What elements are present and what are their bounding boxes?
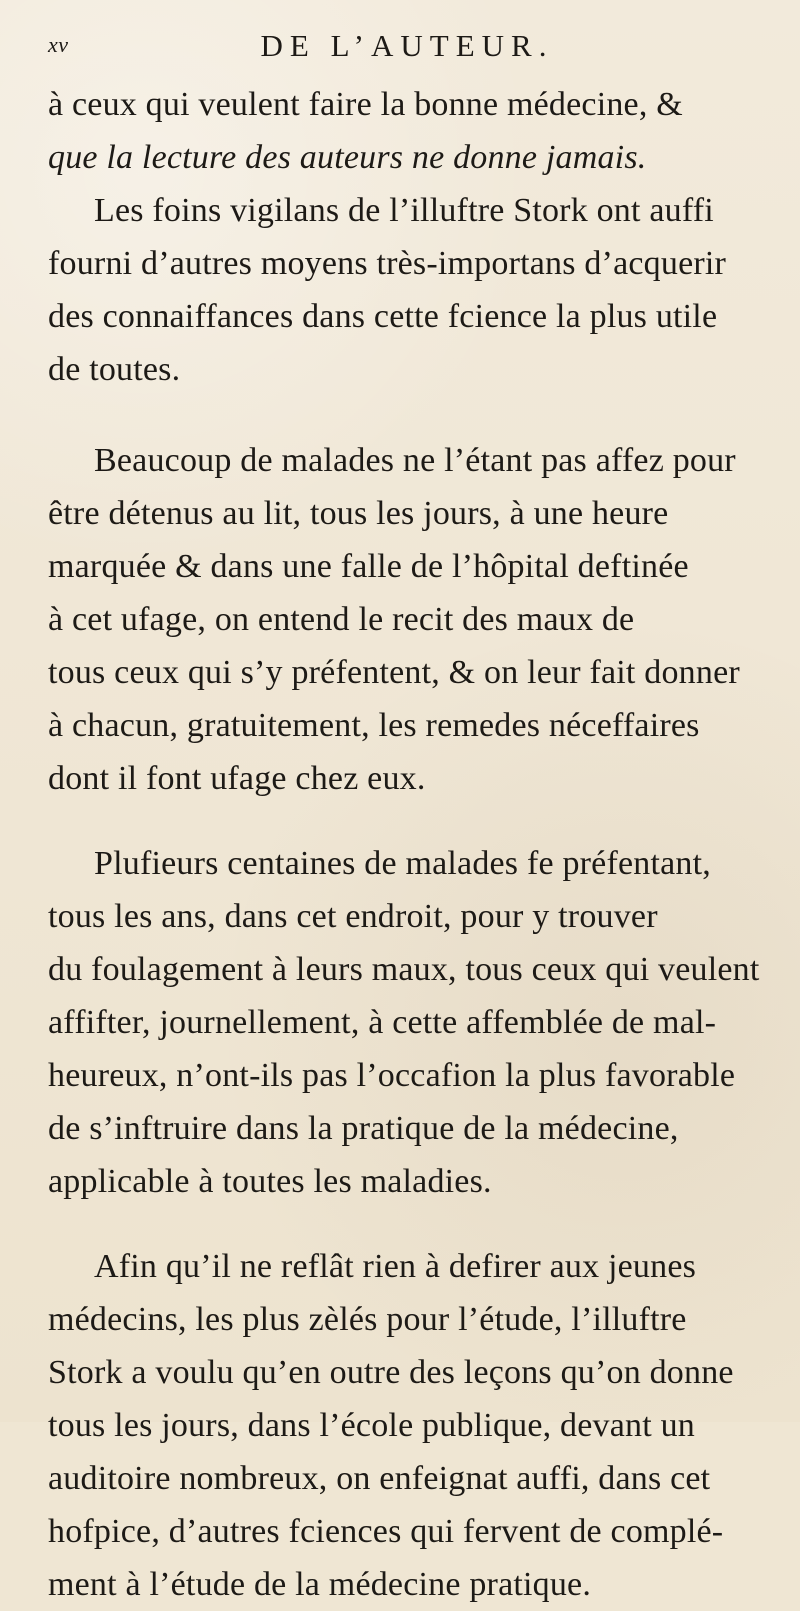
text-line-22: médecins, les plus zèlés pour l’étude, l’illuftre bbox=[48, 1301, 687, 1338]
paragraph-4 bbox=[48, 1240, 768, 1611]
text-line-10: à cet ufage, on entend le recit des maux de bbox=[48, 601, 635, 638]
text-line-15: tous les ans, dans cet endroit, pour y trouver bbox=[48, 898, 658, 935]
paragraph-2 bbox=[48, 434, 768, 805]
text-line-21: Afin qu’il ne reflât rien à defirer aux jeunes bbox=[94, 1248, 697, 1285]
text-line-26: hofpice, d’autres fciences qui fervent de complé- bbox=[48, 1513, 724, 1550]
text-line-6: de toutes. bbox=[48, 351, 181, 388]
text-line-11: tous ceux qui s’y préfentent, & on leur fait donner bbox=[48, 654, 740, 691]
text-line-8: être détenus au lit, tous les jours, à une heure bbox=[48, 495, 669, 532]
text-line-25: auditoire nombreux, on enfeignat auffi, dans cet bbox=[48, 1460, 711, 1497]
text-line-2: que la lecture des auteurs ne donne jamais. bbox=[48, 139, 647, 176]
text-line-4: fourni d’autres moyens très-importans d’acquerir bbox=[48, 245, 727, 282]
text-line-14: Plufieurs centaines de malades fe préfentant, bbox=[94, 845, 711, 882]
text-line-12: à chacun, gratuitement, les remedes néceffaires bbox=[48, 707, 700, 744]
text-line-16: du foulagement à leurs maux, tous ceux qui veulent bbox=[48, 951, 760, 988]
text-line-17: affifter, journellement, à cette affemblée de mal- bbox=[48, 1004, 717, 1041]
running-title: DE L’AUTEUR. bbox=[260, 28, 554, 63]
text-line-23: Stork a voulu qu’en outre des leçons qu’on donne bbox=[48, 1354, 734, 1391]
text-line-24: tous les jours, dans l’école publique, devant un bbox=[48, 1407, 695, 1444]
main-text bbox=[48, 78, 768, 1611]
text-line-9: marquée & dans une falle de l’hôpital deftinée bbox=[48, 548, 689, 585]
paragraph-3 bbox=[48, 837, 768, 1208]
paragraph-spacer-1 bbox=[48, 827, 768, 837]
text-line-20: applicable à toutes les maladies. bbox=[48, 1163, 492, 1200]
text-line-5: des connaiffances dans cette fcience la plus utile bbox=[48, 298, 718, 335]
paragraph-intro bbox=[48, 78, 768, 396]
paragraph-spacer-2 bbox=[48, 1230, 768, 1240]
text-line-27: ment à l’étude de la médecine pratique. bbox=[48, 1566, 592, 1603]
running-header bbox=[48, 28, 766, 72]
page-number: xv bbox=[48, 32, 69, 57]
text-line-19: de s’inftruire dans la pratique de la médecine, bbox=[48, 1110, 679, 1147]
text-line-18: heureux, n’ont-ils pas l’occafion la plus favorable bbox=[48, 1057, 736, 1094]
text-line-13: dont il font ufage chez eux. bbox=[48, 760, 426, 797]
text-line-3: Les foins vigilans de l’illuftre Stork ont auffi bbox=[94, 192, 714, 229]
text-line-7: Beaucoup de malades ne l’étant pas affez pour bbox=[94, 442, 736, 479]
text-line-1: à ceux qui veulent faire la bonne médecine, & bbox=[48, 86, 683, 123]
